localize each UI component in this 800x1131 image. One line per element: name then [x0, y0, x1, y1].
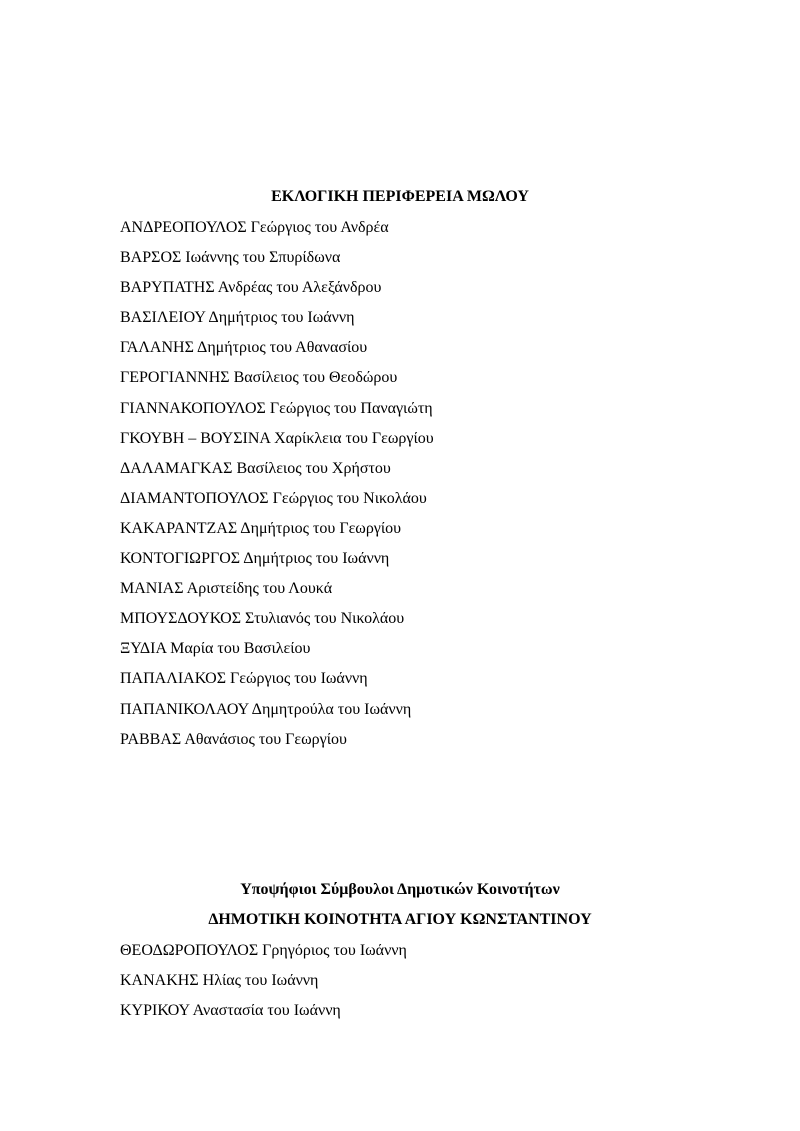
candidate-name: ΓΕΡΟΓΙΑΝΝΗΣ Βασίλειος του Θεοδώρου — [120, 369, 398, 387]
candidate-name: ΚΑΝΑΚΗΣ Ηλίας του Ιωάννη — [120, 972, 319, 990]
candidate-name: ΒΑΡΣΟΣ Ιωάννης του Σπυρίδωνα — [120, 249, 341, 267]
candidate-name: ΓΚΟΥΒΗ – ΒΟΥΣΙΝΑ Χαρίκλεια του Γεωργίου — [120, 429, 434, 447]
candidate-name: ΡΑΒΒΑΣ Αθανάσιος του Γεωργίου — [120, 730, 347, 748]
candidate-name: ΔΙΑΜΑΝΤΟΠΟΥΛΟΣ Γεώργιος του Νικολάου — [120, 489, 427, 507]
candidate-name: ΓΑΛΑΝΗΣ Δημήτριος του Αθανασίου — [120, 339, 368, 357]
candidate-name: ΜΠΟΥΣΔΟΥΚΟΣ Στυλιανός του Νικολάου — [120, 610, 405, 628]
section-title-community: ΔΗΜΟΤΙΚΗ ΚΟΙΝΟΤΗΤΑ ΑΓΙΟΥ ΚΩΝΣΤΑΝΤΙΝΟΥ — [208, 911, 592, 928]
candidate-name: ΚΑΚΑΡΑΝΤΖΑΣ Δημήτριος του Γεωργίου — [120, 519, 402, 537]
candidate-name: ΜΑΝΙΑΣ Αριστείδης του Λουκά — [120, 580, 333, 598]
candidate-name: ΓΙΑΝΝΑΚΟΠΟΥΛΟΣ Γεώργιος του Παναγιώτη — [120, 399, 433, 417]
candidate-name: ΠΑΠΑΛΙΑΚΟΣ Γεώργιος του Ιωάννη — [120, 670, 368, 688]
candidate-name: ΠΑΠΑΝΙΚΟΛΑΟΥ Δημητρούλα του Ιωάννη — [120, 700, 412, 718]
candidate-name: ΚΥΡΙΚΟΥ Αναστασία του Ιωάννη — [120, 1002, 341, 1020]
candidate-name: ΒΑΣΙΛΕΙΟΥ Δημήτριος του Ιωάννη — [120, 309, 355, 327]
candidate-list-electoral-district — [120, 218, 434, 760]
candidate-list-community — [120, 941, 407, 1031]
candidate-name: ΘΕΟΔΩΡΟΠΟΥΛΟΣ Γρηγόριος του Ιωάννη — [120, 942, 407, 959]
section-subtitle-community-councillors: Υποψήφιοι Σύμβουλοι Δημοτικών Κοινοτήτων — [240, 881, 560, 898]
section-title-electoral-district: ΕΚΛΟΓΙΚΗ ΠΕΡΙΦΕΡΕΙΑ ΜΩΛΟΥ — [271, 188, 529, 205]
candidate-name: ΒΑΡΥΠΑΤΗΣ Ανδρέας του Αλεξάνδρου — [120, 279, 382, 297]
candidate-name: ΚΟΝΤΟΓΙΩΡΓΟΣ Δημήτριος του Ιωάννη — [120, 550, 390, 568]
candidate-name: ΞΥΔΙΑ Μαρία του Βασιλείου — [120, 640, 311, 658]
candidate-name: ΑΝΔΡΕΟΠΟΥΛΟΣ Γεώργιος του Ανδρέα — [120, 219, 389, 236]
candidate-name: ΔΑΛΑΜΑΓΚΑΣ Βασίλειος του Χρήστου — [120, 459, 391, 477]
